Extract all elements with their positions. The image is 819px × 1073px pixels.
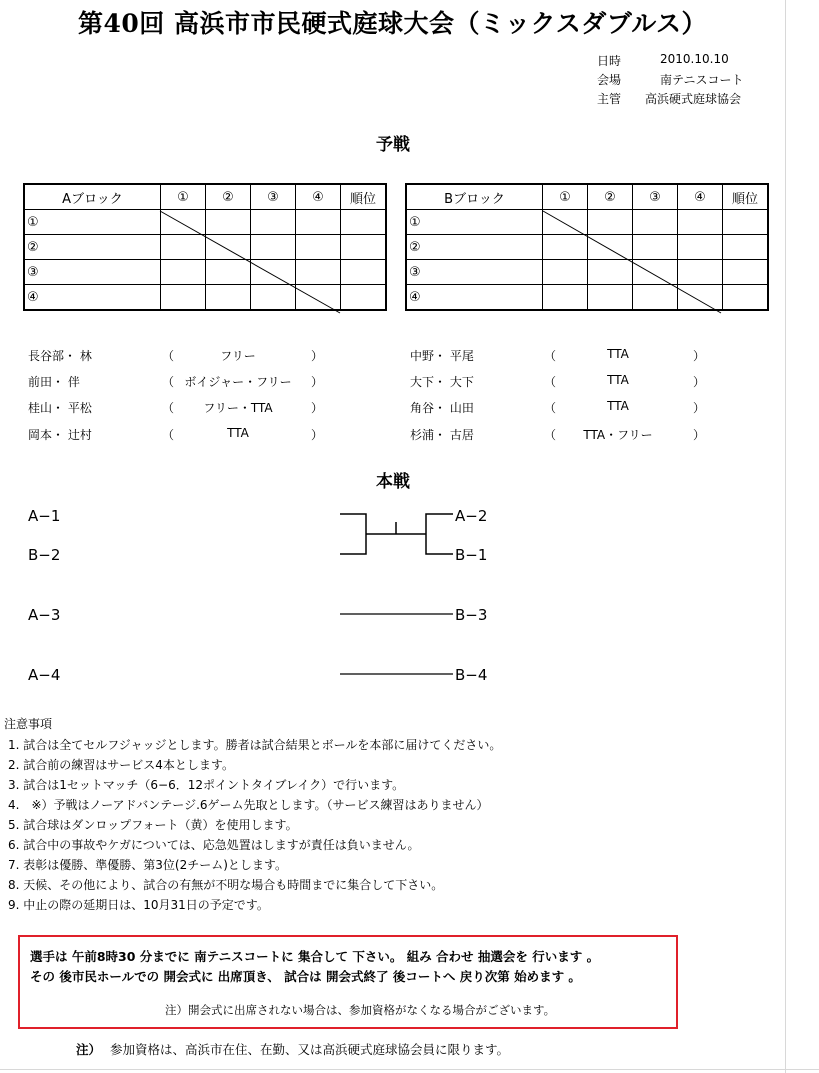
block-a-col-4: ④: [296, 184, 341, 210]
block-b-col-1: ①: [543, 184, 588, 210]
block-b-row-1: ①: [406, 210, 543, 235]
info-date-value: 2010.10.10: [660, 52, 729, 66]
team-a1-players: 長谷部・ 林: [28, 349, 92, 363]
bracket-left-1: A−1: [28, 507, 61, 525]
team-a3-close: ）: [311, 401, 324, 415]
team-b2-open: （: [544, 375, 557, 389]
footer-text: 参加資格は、高浜市在住、在勤、又は高浜硬式庭球協会員に限ります。: [110, 1042, 510, 1057]
block-b-col-rank: 順位: [723, 184, 769, 210]
team-a4-club: TTA: [227, 426, 249, 440]
team-a2-club: ボイジャー・フリー: [184, 375, 292, 389]
team-a2-close: ）: [311, 375, 324, 389]
team-b3-open: （: [544, 401, 557, 415]
block-b-row-2: ②: [406, 235, 543, 260]
info-date-label: 日時: [597, 54, 622, 68]
team-b3-club: TTA: [607, 399, 629, 413]
team-b4-players: 杉浦・ 古居: [410, 428, 474, 442]
team-b4-close: ）: [693, 428, 706, 442]
info-host-value: 高浜硬式庭球協会: [645, 92, 742, 106]
note-item: 6. 試合中の事故やケガについては、応急処置はしますが責任は負いません。: [8, 838, 420, 852]
note-item: 9. 中止の際の延期日は、10月31日の予定です。: [8, 898, 269, 912]
block-a-name: Aブロック: [24, 184, 161, 210]
team-a3-players: 桂山・ 平松: [28, 401, 92, 415]
team-b1-club: TTA: [607, 347, 629, 361]
team-b4-club: TTA・フリー: [583, 428, 653, 442]
note-item: 4. ※）予戦はノーアドバンテージ.6ゲーム先取とします。（サービス練習はありません）: [8, 798, 489, 812]
team-a3-club: フリー・TTA: [203, 401, 273, 415]
note-item: 8. 天候、その他により、試合の有無が不明な場合も時間までに集合して下さい。: [8, 878, 444, 892]
block-b-row-3: ③: [406, 260, 543, 285]
team-b1-open: （: [544, 349, 557, 363]
info-host-label: 主管: [597, 92, 622, 106]
bracket-right-1: A−2: [455, 507, 488, 525]
note-item: 7. 表彰は優勝、準優勝、第3位(2チーム)とします。: [8, 858, 287, 872]
block-b-row-4: ④: [406, 285, 543, 311]
team-b4-open: （: [544, 428, 557, 442]
bracket-right-4: B−4: [455, 666, 488, 684]
team-b3-players: 角谷・ 山田: [410, 401, 474, 415]
bracket-left-4: A−4: [28, 666, 61, 684]
main-heading: 本戦: [376, 472, 410, 492]
bracket-right-3: B−3: [455, 606, 488, 624]
team-a4-players: 岡本・ 辻村: [28, 428, 92, 442]
block-b-col-3: ③: [633, 184, 678, 210]
team-a1-close: ）: [311, 349, 324, 363]
notes-heading: 注意事項: [4, 717, 53, 731]
notice-line-2: その 後市民ホールでの 開会式に 出席頂き、 試合は 開会式終了 後コートへ 戻り次第 始めます 。: [30, 969, 581, 984]
team-a4-close: ）: [311, 428, 324, 442]
info-venue-value: 南テニスコート: [660, 73, 744, 87]
page-title: 第40回 高浜市市民硬式庭球大会（ミックスダブルス）: [78, 9, 707, 38]
block-b-col-2: ②: [588, 184, 633, 210]
block-a-row-3: ③: [24, 260, 161, 285]
block-a-row-2: ②: [24, 235, 161, 260]
block-b-name: Bブロック: [406, 184, 543, 210]
bracket-right-pair-line: [426, 514, 453, 554]
bracket-right-2: B−1: [455, 546, 488, 564]
team-a4-open: （: [162, 428, 175, 442]
team-b3-close: ）: [693, 401, 706, 415]
bracket-left-2: B−2: [28, 546, 61, 564]
team-b2-club: TTA: [607, 373, 629, 387]
block-a-col-1: ①: [161, 184, 206, 210]
note-item: 2. 試合前の練習はサービス4本とします。: [8, 758, 234, 772]
notice-sub: 注）開会式に出席されない場合は、参加資格がなくなる場合がございます。: [165, 1003, 556, 1017]
block-a-row-4: ④: [24, 285, 161, 311]
block-a-row-1: ①: [24, 210, 161, 235]
team-b1-players: 中野・ 平尾: [410, 349, 474, 363]
team-b1-close: ）: [693, 349, 706, 363]
block-a-col-rank: 順位: [341, 184, 387, 210]
team-a1-open: （: [162, 349, 175, 363]
block-b-col-4: ④: [678, 184, 723, 210]
prelim-heading: 予戦: [376, 135, 410, 155]
block-a-col-3: ③: [251, 184, 296, 210]
note-item: 3. 試合は1セットマッチ（6−6．12ポイントタイブレイク）で行います。: [8, 778, 405, 792]
notice-line-1: 選手は 午前8時30 分までに 南テニスコートに 集合して 下さい。 組み 合わせ 抽選会を 行います 。: [30, 949, 600, 964]
block-a-col-2: ②: [206, 184, 251, 210]
footer-label: 注）: [76, 1042, 102, 1057]
team-a3-open: （: [162, 401, 175, 415]
note-item: 1. 試合は全てセルフジャッジとします。勝者は試合結果とボールを本部に届けてください。: [8, 738, 502, 752]
info-venue-label: 会場: [597, 73, 622, 87]
team-a2-open: （: [162, 375, 175, 389]
bracket-left-pair-line: [340, 514, 366, 554]
note-item: 5. 試合球はダンロップフォート（黄）を使用します。: [8, 818, 298, 832]
team-a1-club: フリー: [220, 349, 256, 363]
team-b2-players: 大下・ 大下: [410, 375, 474, 389]
bracket-left-3: A−3: [28, 606, 61, 624]
team-b2-close: ）: [693, 375, 706, 389]
team-a2-players: 前田・ 伴: [28, 375, 80, 389]
